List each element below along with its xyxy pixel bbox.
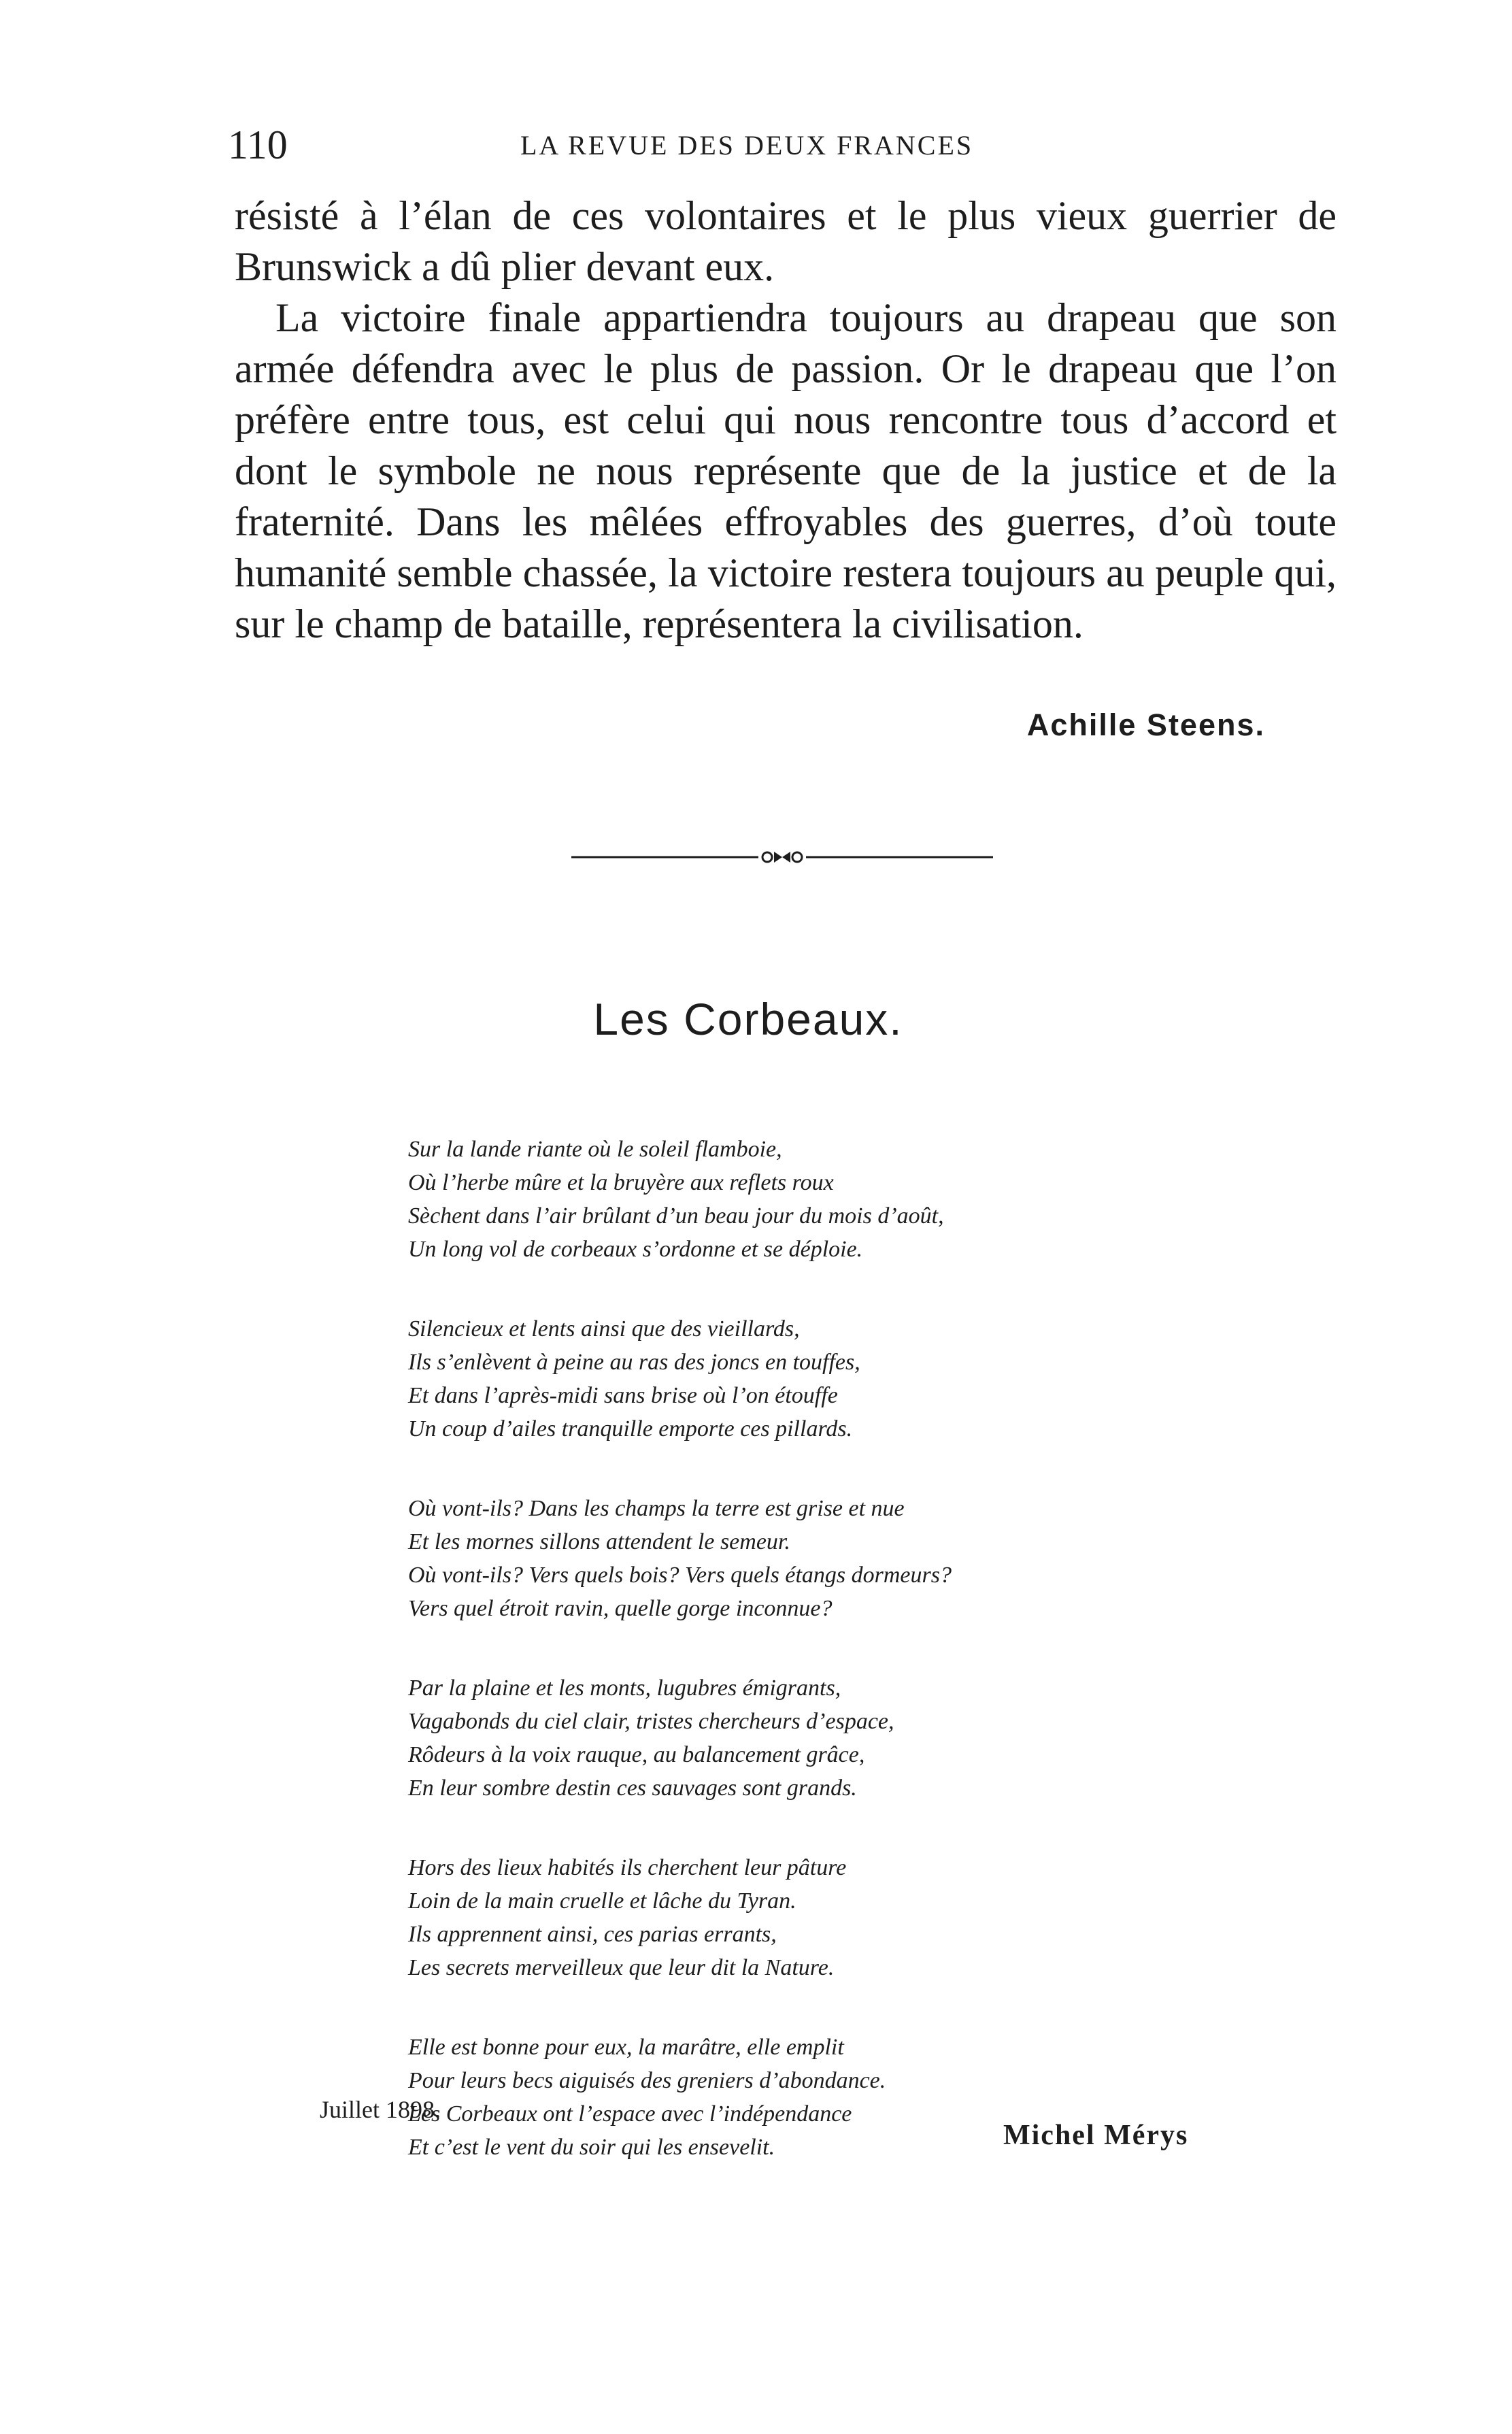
poem-title: Les Corbeaux. (593, 994, 903, 1044)
poem-body (408, 1133, 1224, 2210)
poem-line: Un coup d’ailes tranquille emporte ces pillards. (408, 1416, 853, 1441)
poem-stanza (408, 1312, 1224, 1446)
poem-line: Pour leurs becs aiguisés des greniers d’abondance. (408, 2068, 886, 2093)
poem-line: Et les mornes sillons attendent le semeur. (408, 1529, 790, 1554)
poem-line: Où l’herbe mûre et la bruyère aux reflets roux (408, 1170, 834, 1195)
poem-line: Où vont-ils? Vers quels bois? Vers quels étangs dormeurs? (408, 1563, 952, 1588)
poem-stanza (408, 1133, 1224, 1266)
poem-line: Elle est bonne pour eux, la marâtre, elle emplit (408, 2035, 844, 2060)
poem-line: Hors des lieux habités ils cherchent leur pâture (408, 1855, 847, 1880)
poem-line: Rôdeurs à la voix rauque, au balancement grâce, (408, 1742, 865, 1767)
prose-paragraph: résisté à l’élan de ces volontaires et le plus vieux guerrier de Brunswick a dû plier devant eux. (235, 193, 1337, 289)
poem-line: Vers quel étroit ravin, quelle gorge inconnue? (408, 1596, 833, 1621)
poem-stanza (408, 1851, 1224, 1984)
page-number: 110 (228, 122, 288, 167)
poem-stanza (408, 1671, 1224, 1805)
poem-line: Et c’est le vent du soir qui les ensevelit. (408, 2135, 775, 2160)
poem-line: Loin de la main cruelle et lâche du Tyran. (408, 1888, 796, 1914)
poem-line: Sèchent dans l’air brûlant d’un beau jour du mois d’août, (408, 1203, 944, 1229)
poem-line: Silencieux et lents ainsi que des vieillards, (408, 1316, 800, 1341)
poem-line: Où vont-ils? Dans les champs la terre est grise et nue (408, 1496, 905, 1521)
poem-line: Vagabonds du ciel clair, tristes chercheurs d’espace, (408, 1709, 894, 1734)
section-separator (571, 844, 993, 871)
poem-line: Un long vol de corbeaux s’ordonne et se déploie. (408, 1237, 863, 1262)
poem-date: Juillet 1898. (320, 2096, 441, 2123)
poem-stanza (408, 1492, 1224, 1625)
poem-line: Les secrets merveilleux que leur dit la Nature. (408, 1955, 835, 1980)
prose-paragraph: La victoire finale appartiendra toujours au drapeau que son armée défendra avec le plus de passion. Or le drapeau que l’on préfère entre tous, est celui qui nous rencontre tous d’accord et dont le symbole ne nous représente que de la justice et de la fraternité. Dans les mêlées effroyables des guerres, d’où toute humanité semble chassée, la victoire restera toujours au peuple qui, sur le champ de bataille, représentera la civilisation. (235, 295, 1337, 646)
poem-line: Ils apprennent ainsi, ces parias errants, (408, 1922, 777, 1947)
poem-line: Les Corbeaux ont l’espace avec l’indépendance (408, 2101, 852, 2127)
prose-body (235, 190, 1337, 650)
ornament-icon (762, 852, 802, 863)
article-author: Achille Steens. (1026, 707, 1265, 742)
poem-line: Et dans l’après-midi sans brise où l’on étouffe (408, 1383, 838, 1408)
poem-line: Sur la lande riante où le soleil flamboie, (408, 1137, 782, 1162)
running-title: LA REVUE DES DEUX FRANCES (520, 130, 974, 161)
poem-line: En leur sombre destin ces sauvages sont grands. (408, 1776, 857, 1801)
poem-line: Par la plaine et les monts, lugubres émigrants, (408, 1676, 841, 1701)
poem-line: Ils s’enlèvent à peine au ras des joncs en touffes, (408, 1350, 860, 1375)
page-header (228, 121, 1350, 169)
poem-author: Michel Mérys (1003, 2120, 1189, 2151)
